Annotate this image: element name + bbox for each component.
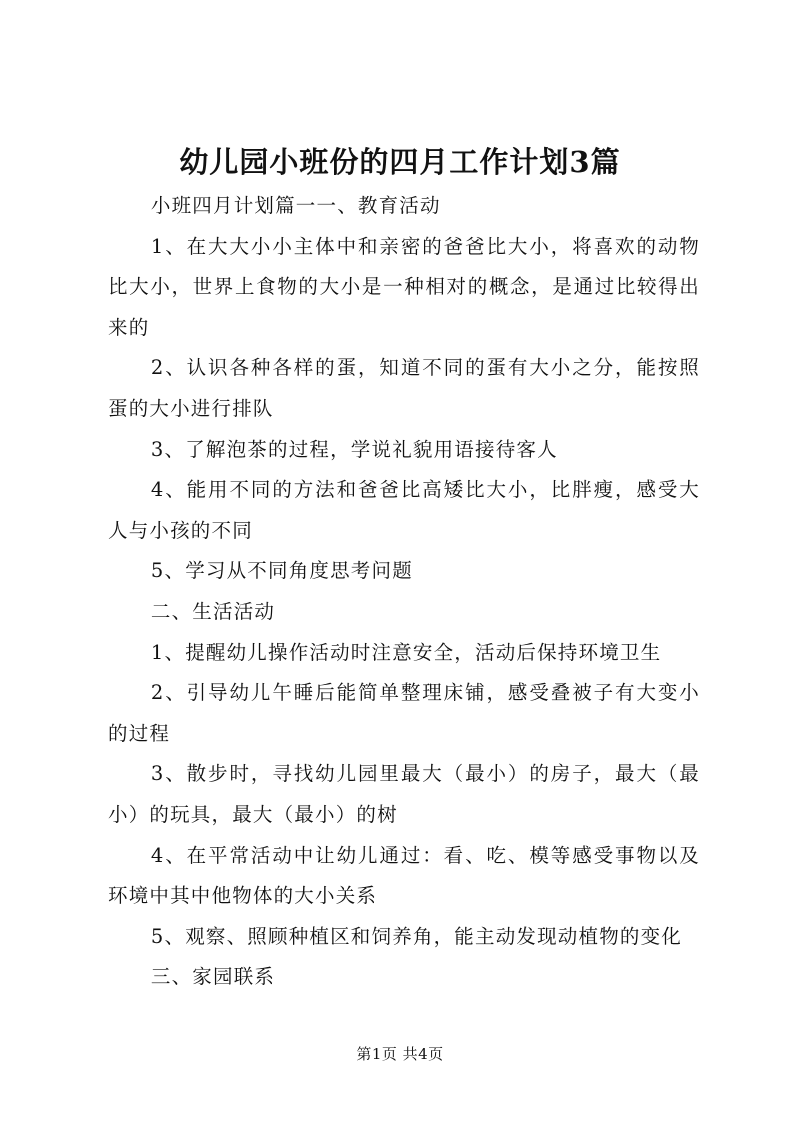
paragraph: 4、能用不同的方法和爸爸比高矮比大小，比胖瘦，感受大人与小孩的不同 <box>108 478 700 542</box>
paragraph: 4、在平常活动中让幼儿通过：看、吃、模等感受事物以及环境中其中他物体的大小关系 <box>108 843 700 908</box>
document-title: 幼儿园小班份的四月工作计划3篇 <box>179 145 621 179</box>
paragraph: 5、学习从不同角度思考问题 <box>150 559 413 583</box>
section-heading: 三、家园联系 <box>150 965 276 989</box>
paragraph: 小班四月计划篇一一、教育活动 <box>150 194 441 217</box>
paragraph: 3、了解泡茶的过程，学说礼貌用语接待客人 <box>150 437 558 461</box>
paragraph: 1、提醒幼儿操作活动时注意安全，活动后保持环境卫生 <box>150 640 662 664</box>
paragraph: 3、散步时，寻找幼儿园里最大（最小）的房子，最大（最小）的玩具，最大（最小）的树 <box>108 762 700 826</box>
paragraph: 1、在大大小小主体中和亲密的爸爸比大小，将喜欢的动物比大小，世界上食物的大小是一种相对的概念，是通过比较得出来的 <box>108 234 700 339</box>
paragraph: 2、认识各种各样的蛋，知道不同的蛋有大小之分，能按照蛋的大小进行排队 <box>108 356 700 420</box>
paragraph: 5、观察、照顾种植区和饲养角，能主动发现动植物的变化 <box>150 924 682 948</box>
paragraph: 2、引导幼儿午睡后能简单整理床铺，感受叠被子有大变小的过程 <box>108 681 700 745</box>
document-body <box>108 186 700 998</box>
section-heading: 二、生活活动 <box>150 599 276 623</box>
page-footer: 第1页 共4页 <box>356 1045 444 1063</box>
